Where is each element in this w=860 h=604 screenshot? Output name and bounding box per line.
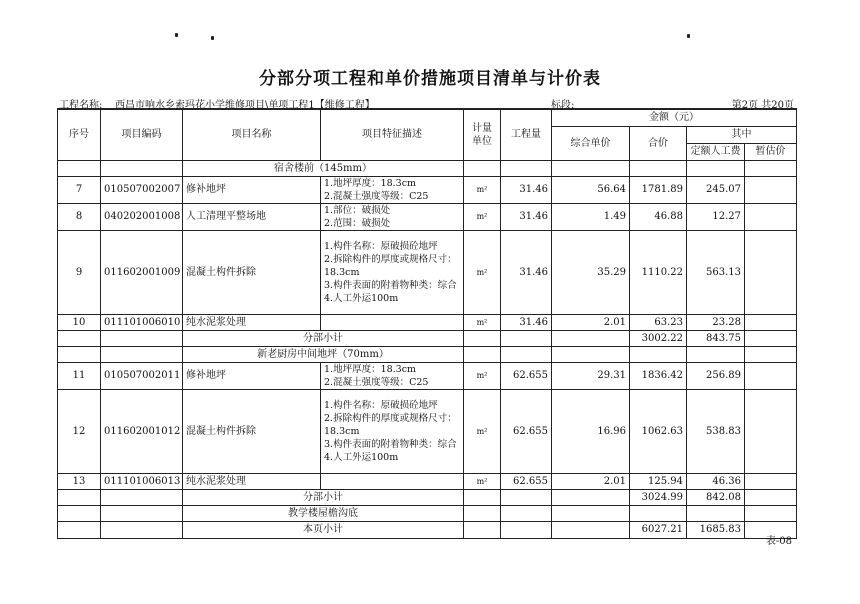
item-unit-price: 2.01 xyxy=(552,314,630,330)
scan-dot xyxy=(211,36,214,40)
table-row xyxy=(58,230,797,314)
subtotal-labor: 843.75 xyxy=(687,330,745,346)
item-total: 1062.63 xyxy=(630,389,687,473)
empty-cell xyxy=(501,160,552,176)
scan-dot xyxy=(687,34,690,38)
header-unit-price: 综合单价 xyxy=(552,126,630,160)
bill-body xyxy=(58,160,797,538)
item-unit-price: 29.31 xyxy=(552,362,630,389)
header-no: 序号 xyxy=(58,109,101,160)
item-no: 10 xyxy=(58,314,101,330)
item-no: 8 xyxy=(58,203,101,230)
item-desc xyxy=(321,314,464,330)
item-labor: 256.89 xyxy=(687,362,745,389)
item-name: 混凝土构件拆除 xyxy=(183,230,321,314)
item-total: 46.88 xyxy=(630,203,687,230)
subtotal-total: 3024.99 xyxy=(630,489,687,505)
section-label: 标段: xyxy=(551,100,575,111)
item-unit: m² xyxy=(464,230,501,314)
empty-cell xyxy=(464,346,501,362)
item-total: 1781.89 xyxy=(630,176,687,203)
item-code: 011101006013 xyxy=(101,473,183,489)
empty-cell xyxy=(687,346,745,362)
page-total-labor: 1685.83 xyxy=(687,521,745,538)
header-total: 合价 xyxy=(630,126,687,160)
header-of-which: 其中 xyxy=(687,126,797,143)
empty-cell xyxy=(101,521,183,538)
item-code: 010507002007 xyxy=(101,176,183,203)
item-name: 人工清理平整场地 xyxy=(183,203,321,230)
subtotal-row xyxy=(58,330,797,346)
item-provisional xyxy=(745,203,797,230)
item-total: 63.23 xyxy=(630,314,687,330)
empty-cell xyxy=(101,505,183,521)
group-title-row xyxy=(58,505,797,521)
empty-cell xyxy=(687,505,745,521)
empty-cell xyxy=(501,330,552,346)
group-title-row xyxy=(58,346,797,362)
item-name: 混凝土构件拆除 xyxy=(183,389,321,473)
item-code: 040202001008 xyxy=(101,203,183,230)
item-qty: 31.46 xyxy=(501,314,552,330)
empty-cell xyxy=(745,489,797,505)
empty-cell xyxy=(745,330,797,346)
item-no: 7 xyxy=(58,176,101,203)
scan-dot xyxy=(175,33,178,37)
item-desc: 1.地坪厚度：18.3cm 2.混凝土强度等级：C25 xyxy=(321,176,464,203)
empty-cell xyxy=(745,505,797,521)
item-name: 纯水泥浆处理 xyxy=(183,314,321,330)
item-labor: 538.83 xyxy=(687,389,745,473)
item-unit-price: 16.96 xyxy=(552,389,630,473)
empty-cell xyxy=(464,330,501,346)
subtotal-row xyxy=(58,489,797,505)
item-unit-price: 2.01 xyxy=(552,473,630,489)
item-provisional xyxy=(745,389,797,473)
empty-cell xyxy=(58,160,101,176)
project-name: 西昌市响水乡索玛花小学维修项目\单项工程1【维修工程】 xyxy=(115,100,375,111)
group-title-row xyxy=(58,160,797,176)
item-name: 修补地坪 xyxy=(183,176,321,203)
empty-cell xyxy=(101,489,183,505)
item-code: 011602001012 xyxy=(101,389,183,473)
item-total: 1836.42 xyxy=(630,362,687,389)
item-labor: 245.07 xyxy=(687,176,745,203)
item-qty: 62.655 xyxy=(501,473,552,489)
item-labor: 12.27 xyxy=(687,203,745,230)
item-unit: m² xyxy=(464,176,501,203)
item-provisional xyxy=(745,230,797,314)
empty-cell xyxy=(552,521,630,538)
empty-cell xyxy=(630,160,687,176)
item-code: 011101006010 xyxy=(101,314,183,330)
header-labor: 定额人工费 xyxy=(687,143,745,160)
empty-cell xyxy=(501,489,552,505)
item-qty: 31.46 xyxy=(501,203,552,230)
empty-cell xyxy=(58,489,101,505)
item-desc xyxy=(321,473,464,489)
header-name: 项目名称 xyxy=(183,109,321,160)
subtotal-label: 分部小计 xyxy=(183,330,464,346)
item-provisional xyxy=(745,362,797,389)
item-qty: 31.46 xyxy=(501,230,552,314)
empty-cell xyxy=(552,160,630,176)
subtotal-labor: 842.08 xyxy=(687,489,745,505)
item-qty: 62.655 xyxy=(501,362,552,389)
empty-cell xyxy=(101,160,183,176)
page-total-row xyxy=(58,521,797,538)
header-amount: 金额（元） xyxy=(552,109,797,126)
item-code: 011602001009 xyxy=(101,230,183,314)
item-unit-price: 1.49 xyxy=(552,203,630,230)
item-unit: m² xyxy=(464,203,501,230)
empty-cell xyxy=(101,330,183,346)
subtotal-label: 分部小计 xyxy=(183,489,464,505)
item-provisional xyxy=(745,314,797,330)
bill-table xyxy=(57,108,797,539)
item-no: 12 xyxy=(58,389,101,473)
item-no: 13 xyxy=(58,473,101,489)
form-code: 表-08 xyxy=(765,536,792,547)
group-title: 教学楼屋檐沟底 xyxy=(183,505,464,521)
empty-cell xyxy=(501,346,552,362)
table-row xyxy=(58,176,797,203)
item-qty: 31.46 xyxy=(501,176,552,203)
empty-cell xyxy=(464,521,501,538)
item-unit: m² xyxy=(464,362,501,389)
page-title: 分部分项工程和单价措施项目清单与计价表 xyxy=(259,69,601,89)
empty-cell xyxy=(58,521,101,538)
item-desc: 1.构件名称：原破损砼地坪 2.拆除构件的厚度或规格尺寸：18.3cm 3.构件表面的附着物种类：综合 4.人工外运100m xyxy=(321,230,464,314)
item-name: 修补地坪 xyxy=(183,362,321,389)
header-unit: 计量 单位 xyxy=(464,109,501,160)
header-qty: 工程量 xyxy=(501,109,552,160)
item-unit: m² xyxy=(464,314,501,330)
item-unit-price: 56.64 xyxy=(552,176,630,203)
empty-cell xyxy=(464,160,501,176)
empty-cell xyxy=(58,346,101,362)
empty-cell xyxy=(552,330,630,346)
item-no: 11 xyxy=(58,362,101,389)
page-total-amount: 6027.21 xyxy=(630,521,687,538)
item-qty: 62.655 xyxy=(501,389,552,473)
item-labor: 46.36 xyxy=(687,473,745,489)
item-labor: 23.28 xyxy=(687,314,745,330)
item-labor: 563.13 xyxy=(687,230,745,314)
table-row xyxy=(58,362,797,389)
empty-cell xyxy=(58,330,101,346)
empty-cell xyxy=(552,346,630,362)
project-label: 工程名称: xyxy=(59,100,103,111)
table-row xyxy=(58,203,797,230)
group-title: 宿舍楼前（145mm） xyxy=(183,160,464,176)
item-provisional xyxy=(745,473,797,489)
group-title: 新老厨房中间地坪（70mm） xyxy=(183,346,464,362)
empty-cell xyxy=(464,489,501,505)
empty-cell xyxy=(630,505,687,521)
table-row xyxy=(58,389,797,473)
item-unit: m² xyxy=(464,473,501,489)
table-row xyxy=(58,314,797,330)
header-provisional: 暂估价 xyxy=(745,143,797,160)
item-total: 125.94 xyxy=(630,473,687,489)
item-unit: m² xyxy=(464,389,501,473)
empty-cell xyxy=(464,505,501,521)
page-info: 第2页 共20页 xyxy=(731,100,794,111)
empty-cell xyxy=(501,505,552,521)
item-provisional xyxy=(745,176,797,203)
empty-cell xyxy=(58,505,101,521)
empty-cell xyxy=(687,160,745,176)
empty-cell xyxy=(501,521,552,538)
item-desc: 1.部位：破损处 2.范围：破损处 xyxy=(321,203,464,230)
header-code: 项目编码 xyxy=(101,109,183,160)
item-unit-price: 35.29 xyxy=(552,230,630,314)
empty-cell xyxy=(101,346,183,362)
header-desc: 项目特征描述 xyxy=(321,109,464,160)
table-row xyxy=(58,473,797,489)
empty-cell xyxy=(745,346,797,362)
item-total: 1110.22 xyxy=(630,230,687,314)
item-name: 纯水泥浆处理 xyxy=(183,473,321,489)
empty-cell xyxy=(552,489,630,505)
item-no: 9 xyxy=(58,230,101,314)
page-total-label: 本页小计 xyxy=(183,521,464,538)
empty-cell xyxy=(745,160,797,176)
empty-cell xyxy=(552,505,630,521)
subtotal-total: 3002.22 xyxy=(630,330,687,346)
item-code: 010507002011 xyxy=(101,362,183,389)
empty-cell xyxy=(630,346,687,362)
item-desc: 1.构件名称：原破损砼地坪 2.拆除构件的厚度或规格尺寸：18.3cm 3.构件表面的附着物种类：综合 4.人工外运100m xyxy=(321,389,464,473)
item-desc: 1.地坪厚度：18.3cm 2.混凝土强度等级：C25 xyxy=(321,362,464,389)
